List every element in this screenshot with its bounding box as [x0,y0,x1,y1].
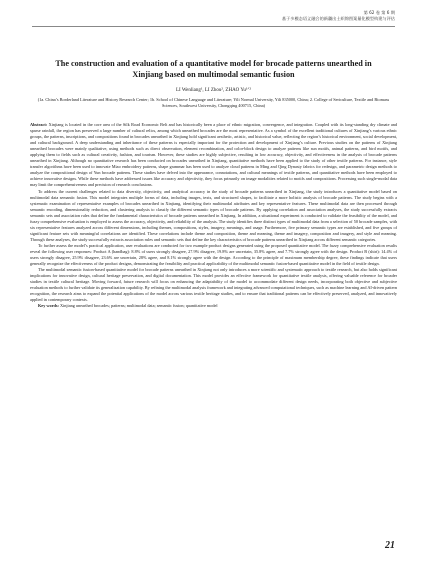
body-paragraph-2: To further assess the model’s practical application, user evaluations are conducted for two example product designs generated using the proposed quantitative model. The fuzzy comprehensive evaluation results reveal the following user responses: Product A (handbag): 8.8% of users strongly disagree, 27.9% disagree, 19.8% are uncertain, 35.8% agree, and 7.7% strongly agree with the design. Product B (shirt): 14.4% of users strongly disagree, 25.9% disagree, 23.6% are uncertain, 28% agree, and 8.1% strongly agree with the design. According to the principle of maximum membership degree, these findings indicate that users generally recognize the effectiveness of the product designs, demonstrating the feasibility and practical applicability of the multimodal semantic fusion-based quantitative model in the field of textile design. [30,242,397,267]
abstract-section [30,122,397,309]
header-divider [32,26,395,27]
page-number: 21 [385,540,395,551]
affiliations: (1a. China’s Borderland Literature and History Research Center; 1b. School of Chinese Language and Literature; Yili Normal University, Yili 835000, China; 2. College of Sericulture, Textile and Biomass Sciences, Southwest University, Chongqing 400715, China) [37,97,390,108]
abstract-paragraph [30,122,397,189]
author-list: LI Wenliang¹, LI Zhou², ZHAO Yu¹ᐟ² [175,88,252,93]
body-paragraph-1: To address the current challenges related to data diversity, objectivity, and analytical accuracy in the study of brocade patterns unearthed in Xinjiang, the study introduces a quantitative model based on multimodal data semantic fusion. This model integrates multiple forms of data, including images, texts, and structured shapes, to facilitate a more holistic analysis of brocade patterns. The study begins with a systematic examination of representative examples of brocades unearthed in Xinjiang, identifying their multimodal attributes and key representative features. These multimodal data are then processed through semantic encoding, dimensionality reduction, and clustering analysis to classify the different semantic types of brocade patterns. By applying correlation and association analyses, the study successfully extracts semantic sets and association rules that define the fundamental characteristics of brocade patterns unearthed in Xinjiang. In addition, a situational experiment is conducted to validate the feasibility of the model, and fuzzy comprehensive evaluation is employed to assess the accuracy, objectivity, and reliability of the analysis. The study identifies three distinct types of multimodal data from a selection of 50 brocade samples, with six representative features analyzed across different dimensions, including themes, compositions, styles, imagery, meanings, and usage. Furthermore, five primary semantic types are established, and five groups of significant feature sets with meaningful correlations are identified. These correlations include theme and composition, theme and meaning, theme and imagery, composition and imagery, and style and meaning. Through these analyses, the study successfully extracts association rules and semantic sets that define the key characteristics of brocade patterns unearthed in Xinjiang across different semantic categories. [30,188,397,242]
abstract-label: Abstract: [30,122,48,127]
running-title: 基于多模态语义融合的新疆出土织锦图案量化模型构建与评估 [281,16,395,21]
keywords-text: Xinjiang unearthed brocades; patterns; multimodal data; semantic fusion; quantitative model [59,303,218,309]
journal-issue: 第 62 卷 第 6 期 [363,10,395,15]
keywords-line [30,303,397,309]
keywords-label: Key words: [38,303,59,309]
abstract-text: Xinjiang is located in the core area of the Silk Road Economic Belt and has historically been a place of ethnic migration, convergence, and integration. Coupled with its long-standing dry climate and sparse rainfall, the region has preserved a large number of cultural relics, among which unearthed brocades are the most representative. As a symbol of the excellent traditional cultures of Xinjiang’s various ethnic groups, the patterns, inscriptions, and compositions found in brocades unearthed in Xinjiang hold significant aesthetic, artistic, and historical value, reflecting the region’s historical environment, social development, and cultural background. A deep understanding and inheritance of these patterns is especially important for the protection and development of Xinjiang’s culture. Previous studies on the patterns of Xinjiang unearthed brocades were mainly qualitative, using methods such as direct observation, element recombination, and color-block design to analyze patterns like sun motifs, animal patterns, and bird motifs, and applying them to fields such as cultural creativity, fashion, and tourism. However, these studies are highly subjective, resulting in low accuracy, objectivity, and effectiveness in the analysis of brocade patterns unearthed in Xinjiang. Although no quantitative research has been conducted on brocades unearthed in Xinjiang, quantitative methods have been applied to the study of other textile patterns. For instance, style transfer algorithms have been used to innovate Miao embroidery patterns, shape grammar has been used to analyze cloud patterns in Ming and Qing Dynasty fabrics for redesign, and parametric design methods to analyze the compositional design of Yun brocade patterns. These studies have delved into the appearance, connotations, and cultural meanings of textile patterns, and quantitative methods have been employed to achieve innovative designs. While these methods have addressed issues like accuracy and objectivity, they focus primarily on image modalities related to motifs and compositions. Processing such single-modal data may limit the comprehensiveness and precision of research conclusions. [30,122,397,188]
paper-title: The construction and evaluation of a quantitative model for brocade patterns unearthed in Xinjiang based on multimodal semantic fusion [55,59,372,79]
running-header [282,10,395,22]
body-paragraph-3: The multimodal semantic fusion-based quantitative model for brocade patterns unearthed in Xinjiang not only introduces a more scientific and systematic approach to textile research, but also holds significant implications for innovative design, cultural heritage preservation, and digital documentation. This model provides an effective framework for quantitative textile analysis, offering valuable reference for broader studies in textile cultural heritage. Moving forward, future research will focus on enhancing the adaptability of the model to accommodate different design needs, incorporating both objective and subjective evaluation methods to further validate its generalization capability. By refining the multimodal analysis framework and integrating advanced computational techniques, such as machine learning and AI-driven pattern recognition, the research aims to expand the potential applications of the model across various textile heritage studies, and to ensure that traditional patterns can be effectively preserved, analyzed, and innovatively applied in contemporary contexts. [30,267,397,303]
